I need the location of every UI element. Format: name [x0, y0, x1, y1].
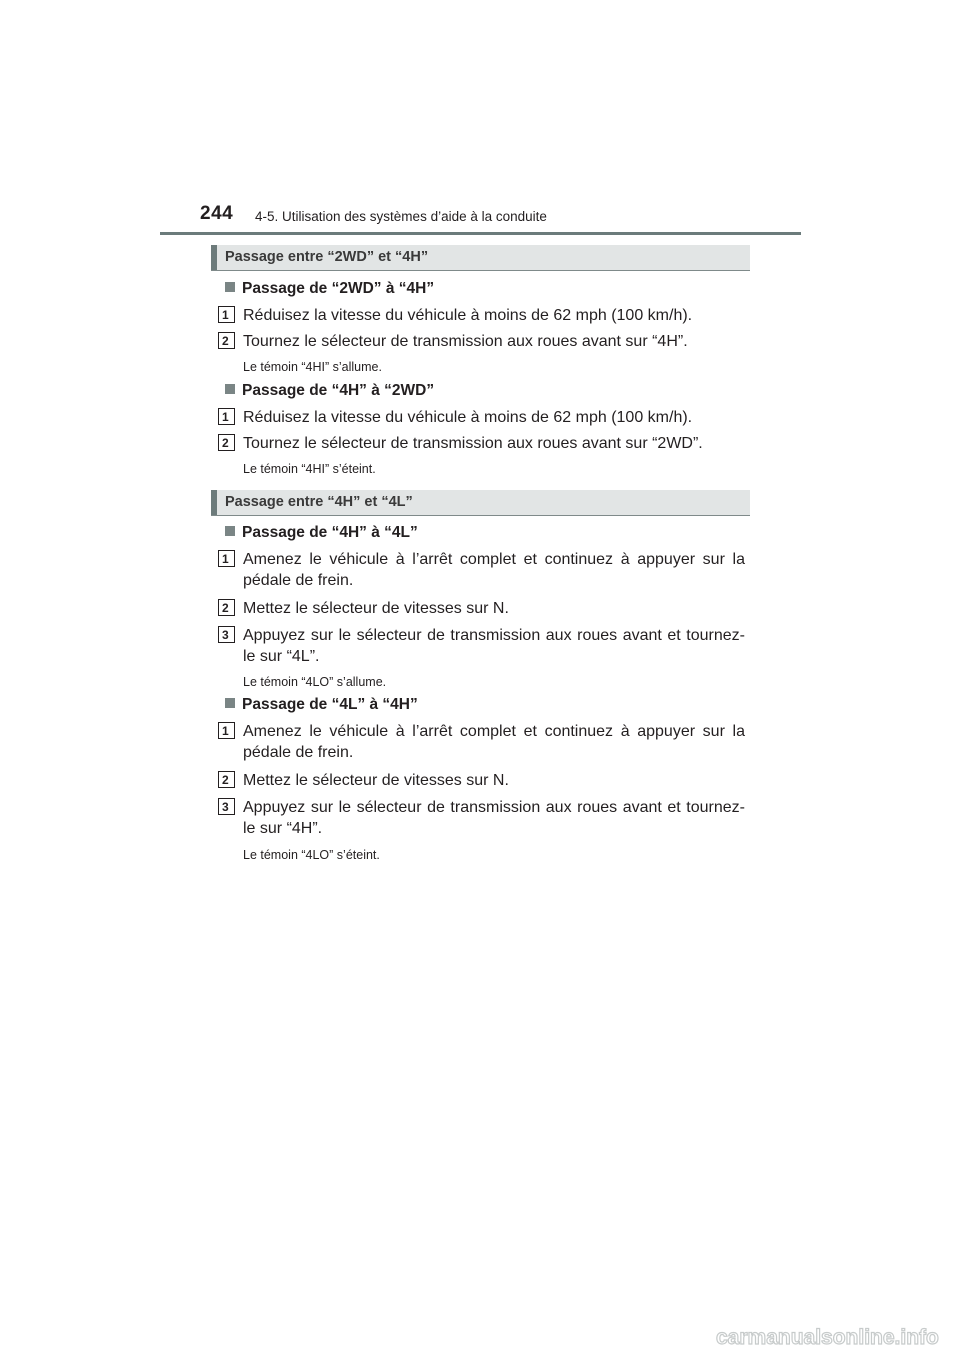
subsection-title: Passage de “4L” à “4H”	[225, 696, 418, 714]
watermark-text: carmanualsonline.info	[716, 1326, 939, 1349]
step-text: Réduisez la vitesse du véhicule à moins de 62 mph (100 km/h).	[243, 307, 693, 324]
square-bullet-icon	[225, 384, 235, 394]
step-number: 1	[218, 722, 235, 739]
chapter-title: 4-5. Utilisation des systèmes d’aide à la conduite	[255, 209, 547, 224]
step-number: 3	[218, 798, 235, 815]
square-bullet-icon	[225, 282, 235, 292]
page-number: 244	[200, 203, 234, 224]
subsection-title: Passage de “2WD” à “4H”	[225, 280, 434, 298]
header-rule	[160, 232, 801, 235]
note-text: Le témoin “4LO” s’éteint.	[243, 848, 380, 862]
section-accent-bar	[211, 245, 217, 270]
square-bullet-icon	[225, 698, 235, 708]
step-text: Appuyez sur le sélecteur de transmission aux roues avant et tournez-le sur “4H”.	[243, 799, 745, 837]
section-title: Passage entre “2WD” et “4H”	[225, 249, 429, 265]
step-number: 1	[218, 550, 235, 567]
watermark-logo	[716, 1322, 956, 1352]
section-header-2wd-4h	[211, 245, 750, 271]
step-text: Appuyez sur le sélecteur de transmission aux roues avant et tournez-le sur “4L”.	[243, 627, 745, 665]
step-number: 1	[218, 408, 235, 425]
step-text: Mettez le sélecteur de vitesses sur N.	[243, 772, 509, 789]
note-text: Le témoin “4HI” s’éteint.	[243, 462, 376, 476]
square-bullet-icon	[225, 526, 235, 536]
subsection-title: Passage de “4H” à “2WD”	[225, 382, 434, 400]
step-text: Mettez le sélecteur de vitesses sur N.	[243, 600, 509, 617]
step-number: 2	[218, 599, 235, 616]
step-text: Amenez le véhicule à l’arrêt complet et continuez à appuyer sur la pédale de frein.	[243, 723, 745, 761]
section-header-4h-4l	[211, 490, 750, 516]
step-number: 1	[218, 306, 235, 323]
step-number: 2	[218, 332, 235, 349]
step-text: Amenez le véhicule à l’arrêt complet et continuez à appuyer sur la pédale de frein.	[243, 551, 745, 589]
step-text: Tournez le sélecteur de transmission aux roues avant sur “2WD”.	[243, 435, 703, 452]
step-text: Réduisez la vitesse du véhicule à moins de 62 mph (100 km/h).	[243, 409, 693, 426]
step-number: 2	[218, 434, 235, 451]
note-text: Le témoin “4LO” s’allume.	[243, 675, 387, 689]
section-title: Passage entre “4H” et “4L”	[225, 494, 413, 510]
step-number: 3	[218, 626, 235, 643]
subsection-title: Passage de “4H” à “4L”	[225, 524, 418, 542]
step-number: 2	[218, 771, 235, 788]
step-text: Tournez le sélecteur de transmission aux roues avant sur “4H”.	[243, 333, 688, 350]
section-accent-bar	[211, 490, 217, 515]
note-text: Le témoin “4HI” s’allume.	[243, 360, 382, 374]
